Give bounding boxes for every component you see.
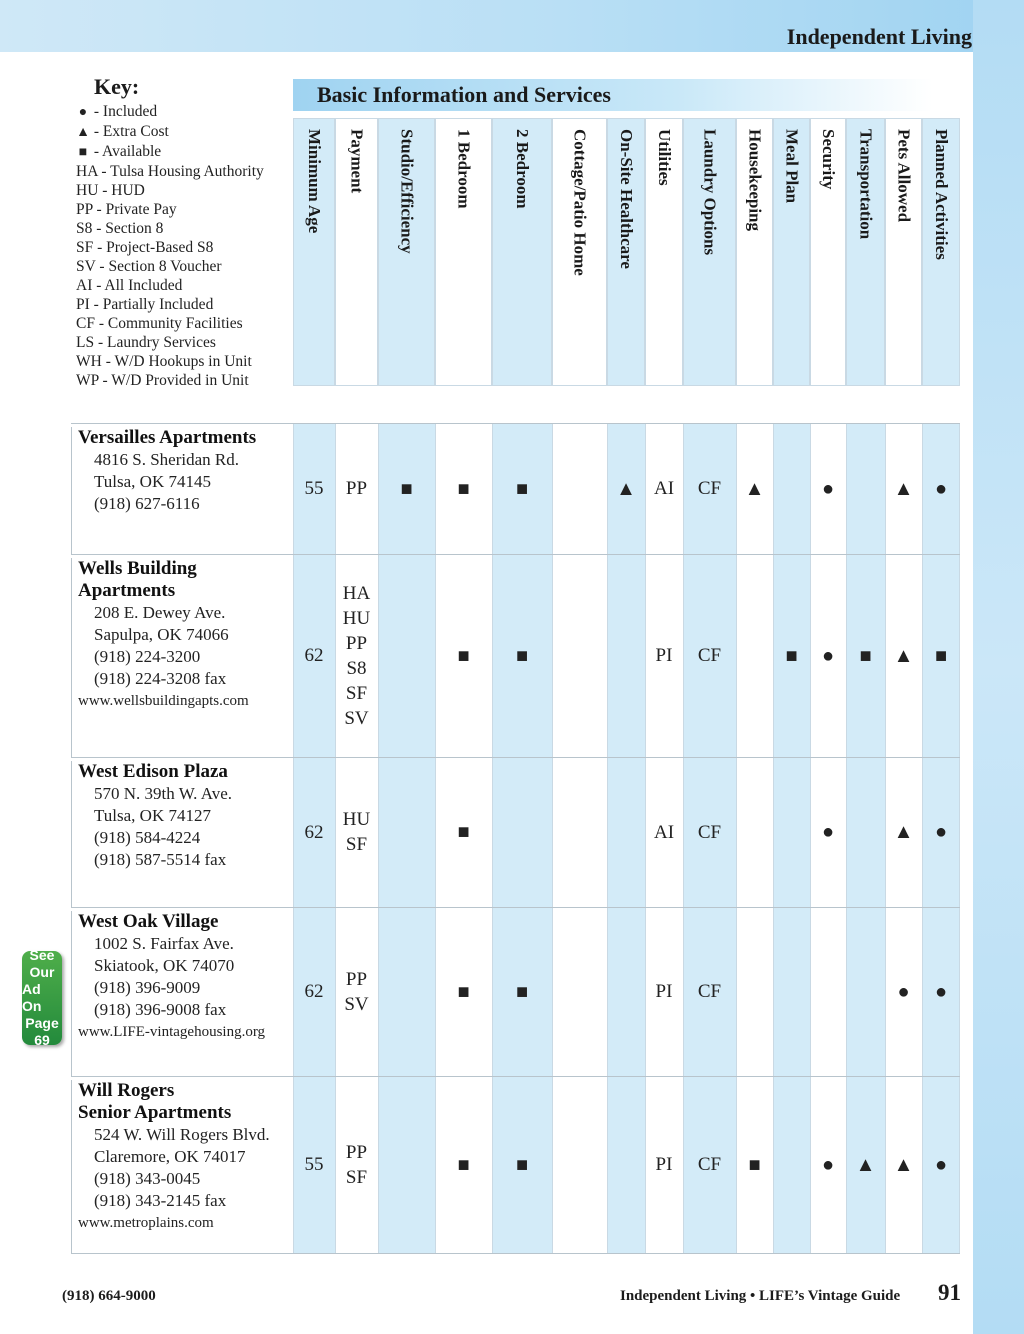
table-cell xyxy=(885,1076,922,1253)
cell-value: CF xyxy=(697,1154,722,1175)
key-text: - Extra Cost xyxy=(93,123,169,140)
column-header-label: Housekeeping xyxy=(745,129,765,232)
table-cell xyxy=(810,1076,846,1253)
cell-value: PI xyxy=(655,645,673,666)
column-header-label: Cottage/Patio Home xyxy=(570,129,590,276)
cell-value: ● xyxy=(934,980,948,1003)
column-header-label: Security xyxy=(819,129,838,190)
table-cell xyxy=(810,554,846,757)
table-cell xyxy=(335,1076,378,1253)
key-item xyxy=(76,333,291,352)
table-cell xyxy=(435,423,492,554)
table-cell xyxy=(683,757,736,907)
section-title: Independent Living xyxy=(786,24,972,49)
cell-value: ■ xyxy=(457,980,470,1003)
column-header xyxy=(378,118,435,386)
cell-value: ▲ xyxy=(893,1153,914,1176)
cell-value: ● xyxy=(821,1153,835,1176)
address-line: Skiatook, OK 74070 xyxy=(94,956,235,975)
table-cell xyxy=(885,554,922,757)
cell-value: ● xyxy=(821,477,835,500)
cell-value: 55 xyxy=(304,478,324,499)
cell-value: PP SF xyxy=(345,1141,368,1188)
cell-value: ● xyxy=(934,1153,948,1176)
address-line: 4816 S. Sheridan Rd. xyxy=(94,450,239,469)
cell-value: ▲ xyxy=(744,477,765,500)
cell-value: ■ xyxy=(457,477,470,500)
column-header-label: Meal Plan xyxy=(782,129,802,204)
column-header-label: Studio/Efficiency xyxy=(397,129,417,254)
cell-value: AI xyxy=(653,478,675,499)
table-cell xyxy=(335,554,378,757)
cell-value: ■ xyxy=(515,1153,529,1176)
cell-value: HU SF xyxy=(342,809,371,855)
table-cell xyxy=(335,757,378,907)
address-line: 524 W. Will Rogers Blvd. xyxy=(94,1125,270,1144)
key-item xyxy=(76,162,291,181)
key-item xyxy=(76,219,291,238)
community-info xyxy=(71,1080,293,1253)
address-line: (918) 396-9008 fax xyxy=(94,1000,227,1019)
key-item xyxy=(76,295,291,314)
table-cell xyxy=(645,1076,683,1253)
community-info xyxy=(71,427,293,554)
table-cell xyxy=(922,1076,960,1253)
key-item xyxy=(76,276,291,295)
key-item xyxy=(76,352,291,371)
side-tab-line: See xyxy=(29,947,55,963)
key-text: SV - Section 8 Voucher xyxy=(76,258,222,275)
cell-value: ● xyxy=(821,644,835,667)
community-name: West Edison Plaza xyxy=(78,761,228,782)
cell-value: CF xyxy=(697,478,722,499)
table-cell xyxy=(435,1076,492,1253)
community-name: Senior Apartments xyxy=(78,1102,232,1123)
cell-value: CF xyxy=(697,821,722,843)
cell-value: HA HU PP S8 SF SV xyxy=(342,582,371,729)
cell-value: ■ xyxy=(934,644,948,667)
community-name: Versailles Apartments xyxy=(78,427,257,448)
cell-value: PI xyxy=(655,981,673,1002)
table-cell xyxy=(435,757,492,907)
cell-value: CF xyxy=(697,645,722,666)
cell-value: ■ xyxy=(515,644,529,667)
key-symbol: ▲ xyxy=(76,125,90,140)
table-cell xyxy=(293,757,335,907)
key-text: HU - HUD xyxy=(76,182,145,199)
website-link[interactable]: www.LIFE-vintagehousing.org xyxy=(78,1024,266,1040)
cell-value: ● xyxy=(897,980,910,1003)
column-header xyxy=(885,118,922,386)
side-tab-line: Page xyxy=(25,1015,59,1031)
address-line: (918) 396-9009 xyxy=(94,978,201,997)
column-header xyxy=(492,118,552,386)
column-header xyxy=(922,118,960,386)
table-cell xyxy=(492,907,552,1076)
address-line: (918) 627-6116 xyxy=(94,494,200,513)
see-our-ad-tab[interactable] xyxy=(22,947,62,1048)
column-header xyxy=(645,118,683,386)
side-tab-line: Ad On xyxy=(22,981,42,1014)
column-header-label: On-Site Healthcare xyxy=(617,129,636,269)
table-banner xyxy=(293,79,933,111)
column-header xyxy=(846,118,885,386)
cell-value: ■ xyxy=(400,477,413,500)
table-cell xyxy=(335,907,378,1076)
key-text: LS - Laundry Services xyxy=(76,334,216,351)
table-cell xyxy=(922,757,960,907)
address-line: Tulsa, OK 74127 xyxy=(94,806,211,825)
table-cell xyxy=(293,907,335,1076)
table-cell xyxy=(810,423,846,554)
key-text: S8 - Section 8 xyxy=(76,220,164,237)
community-info xyxy=(71,761,293,907)
key-item xyxy=(76,181,291,200)
address-line: Claremore, OK 74017 xyxy=(94,1147,246,1166)
website-link[interactable]: www.wellsbuildingapts.com xyxy=(78,693,249,709)
community-name: Will Rogers xyxy=(78,1080,175,1101)
cell-value: ▲ xyxy=(616,477,636,500)
table-cell xyxy=(683,423,736,554)
website-link[interactable]: www.metroplains.com xyxy=(78,1215,214,1231)
cell-value: ■ xyxy=(515,980,529,1003)
cell-value: ▲ xyxy=(893,477,914,500)
table-cell xyxy=(846,554,885,757)
key-title: Key: xyxy=(94,74,140,99)
address-line: 1002 S. Fairfax Ave. xyxy=(94,934,234,953)
column-header-label: Payment xyxy=(347,129,367,194)
address-line: (918) 587-5514 fax xyxy=(94,850,227,869)
cell-value: ■ xyxy=(457,821,470,843)
table-cell xyxy=(683,907,736,1076)
cell-value: 62 xyxy=(304,645,324,666)
side-tab-line: 69 xyxy=(34,1032,50,1048)
community-name: Apartments xyxy=(78,580,176,601)
column-header xyxy=(552,118,607,386)
column-header-label: Pets Allowed xyxy=(894,129,914,223)
table-cell xyxy=(492,1076,552,1253)
column-header xyxy=(773,118,810,386)
table-cell xyxy=(435,907,492,1076)
key-text: CF - Community Facilities xyxy=(76,315,243,332)
key-text: AI - All Included xyxy=(76,277,183,294)
key-items xyxy=(76,102,291,390)
table-cell xyxy=(293,554,335,757)
community-info xyxy=(71,558,293,757)
key-text: WP - W/D Provided in Unit xyxy=(76,372,249,389)
column-header-label: Planned Activities xyxy=(932,129,951,260)
table-cell xyxy=(846,1076,885,1253)
cell-value: CF xyxy=(697,981,722,1002)
address-line: 570 N. 39th W. Ave. xyxy=(94,784,233,803)
table-cell xyxy=(922,907,960,1076)
cell-value: 62 xyxy=(304,821,324,843)
address-line: (918) 343-2145 fax xyxy=(94,1191,227,1210)
table-cell xyxy=(378,423,435,554)
column-header xyxy=(810,118,846,386)
table-cell xyxy=(736,1076,773,1253)
key-symbol: ● xyxy=(78,105,88,120)
key-text: PI - Partially Included xyxy=(76,296,214,313)
table-cell xyxy=(922,423,960,554)
key-symbol: ■ xyxy=(78,145,88,160)
column-header xyxy=(335,118,378,386)
address-line: 208 E. Dewey Ave. xyxy=(94,603,226,622)
table-bottom-border xyxy=(71,1253,960,1254)
cell-value: ■ xyxy=(515,477,529,500)
address-line: Tulsa, OK 74145 xyxy=(94,472,211,491)
key-item xyxy=(76,314,291,333)
cell-value: AI xyxy=(653,821,675,843)
footer-guide-title: Independent Living • LIFE’s Vintage Guide xyxy=(620,1288,901,1304)
key-item xyxy=(76,257,291,276)
table-cell xyxy=(773,554,810,757)
address-line: (918) 343-0045 xyxy=(94,1169,201,1188)
table-cell xyxy=(492,423,552,554)
page-number: 91 xyxy=(938,1280,961,1305)
table-cell xyxy=(645,554,683,757)
key-item xyxy=(76,371,291,390)
community-name: West Oak Village xyxy=(78,911,219,932)
table-cell xyxy=(922,554,960,757)
community-name: Wells Building xyxy=(78,558,197,579)
banner-title: Basic Information and Services xyxy=(317,82,611,107)
key-text: - Included xyxy=(93,103,158,120)
cell-value: ■ xyxy=(457,1153,470,1176)
key-item xyxy=(76,102,291,122)
table-cell xyxy=(885,757,922,907)
cell-value: ▲ xyxy=(855,1153,876,1176)
column-header xyxy=(683,118,736,386)
cell-value: ■ xyxy=(457,644,470,667)
key-item xyxy=(76,142,291,162)
key-legend xyxy=(76,74,291,390)
cell-value: ■ xyxy=(785,644,798,667)
table-cell xyxy=(885,423,922,554)
cell-value: ● xyxy=(821,821,835,843)
table-cell xyxy=(645,907,683,1076)
table-cell xyxy=(810,757,846,907)
footer-phone: (918) 664-9000 xyxy=(62,1288,156,1304)
cell-value: ▲ xyxy=(893,821,914,843)
column-header-label: Minimum Age xyxy=(305,129,324,234)
cell-value: PP xyxy=(345,478,368,499)
table-cell xyxy=(607,423,645,554)
column-header-label: 1 Bedroom xyxy=(454,129,474,209)
community-info xyxy=(71,911,293,1076)
key-text: - Available xyxy=(93,143,162,160)
table-cell xyxy=(492,554,552,757)
key-item xyxy=(76,238,291,257)
table-cell xyxy=(885,907,922,1076)
cell-value: PI xyxy=(655,1154,673,1175)
table-cell xyxy=(683,1076,736,1253)
cell-value: ● xyxy=(934,821,948,843)
cell-value: PP SV xyxy=(344,968,369,1015)
cell-value: 62 xyxy=(304,981,324,1002)
column-header xyxy=(435,118,492,386)
column-header-label: Laundry Options xyxy=(700,129,720,256)
table-cell xyxy=(645,757,683,907)
column-header xyxy=(736,118,773,386)
cell-value: ▲ xyxy=(893,644,914,667)
cell-value: 55 xyxy=(304,1154,324,1175)
column-header-label: 2 Bedroom xyxy=(513,129,532,209)
table-cell xyxy=(683,554,736,757)
right-color-band xyxy=(973,0,1024,1334)
key-text: SF - Project-Based S8 xyxy=(76,239,214,256)
column-header-label: Utilities xyxy=(655,129,674,186)
table-cell xyxy=(435,554,492,757)
address-line: (918) 224-3208 fax xyxy=(94,669,227,688)
address-line: (918) 224-3200 xyxy=(94,647,201,666)
address-line: Sapulpa, OK 74066 xyxy=(94,625,229,644)
key-item xyxy=(76,200,291,219)
key-text: HA - Tulsa Housing Authority xyxy=(76,163,264,180)
column-header-label: Transportation xyxy=(856,129,876,240)
table-cell xyxy=(335,423,378,554)
cell-value: ● xyxy=(934,477,948,500)
column-header xyxy=(293,118,335,386)
table-cell xyxy=(645,423,683,554)
table-cell xyxy=(736,423,773,554)
table-cell xyxy=(293,1076,335,1253)
address-line: (918) 584-4224 xyxy=(94,828,201,847)
side-tab-line: Our xyxy=(29,964,55,980)
column-header xyxy=(607,118,645,386)
cell-value: ■ xyxy=(859,644,872,667)
key-text: WH - W/D Hookups in Unit xyxy=(76,353,252,370)
cell-value: ■ xyxy=(748,1153,761,1176)
key-item xyxy=(76,122,291,142)
key-text: PP - Private Pay xyxy=(76,201,177,218)
table-cell xyxy=(293,423,335,554)
